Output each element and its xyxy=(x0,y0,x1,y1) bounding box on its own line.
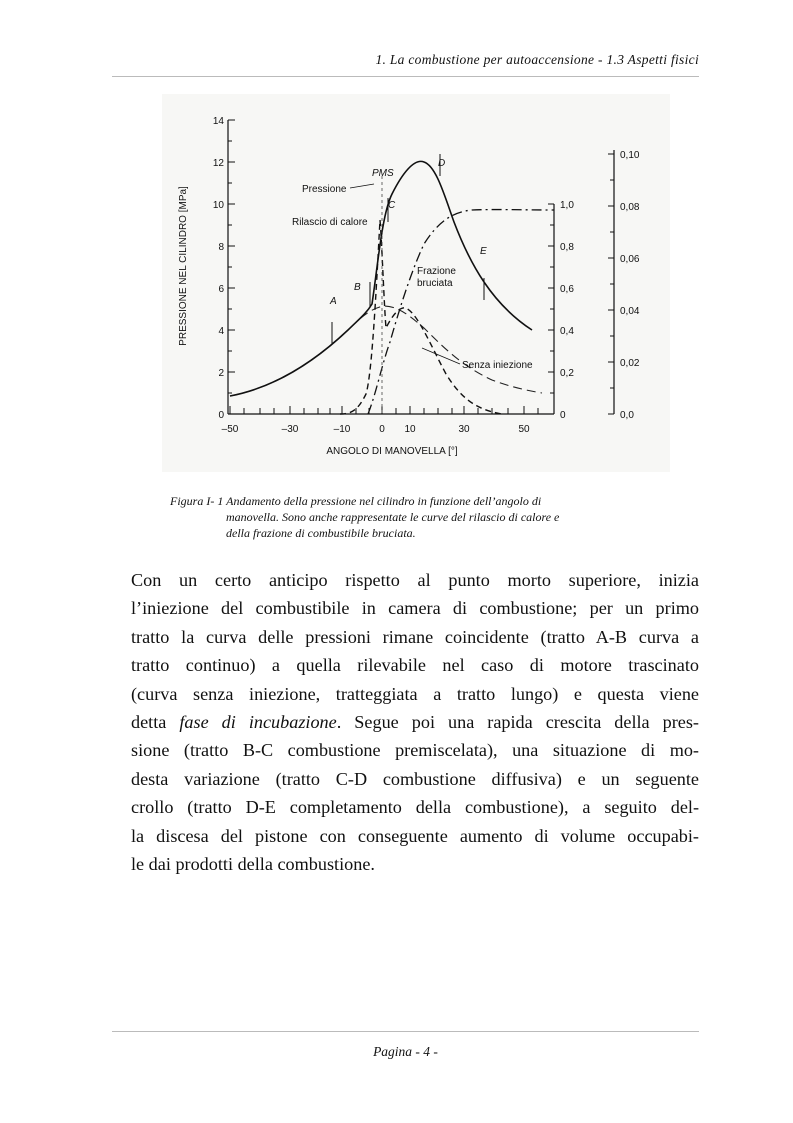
text-line: tratto continuo) a quella rilevabile nel caso di motore trascinato xyxy=(131,655,699,676)
label-senza-iniezione: Senza iniezione xyxy=(462,360,533,371)
label-pressione: Pressione xyxy=(302,184,347,195)
heat-tick: 0,08 xyxy=(620,202,640,213)
text-line xyxy=(131,708,699,736)
figure-image xyxy=(162,94,670,472)
y-tick: 6 xyxy=(218,284,224,295)
motored-pressure-curve xyxy=(230,306,542,396)
fraction-tick: 0,4 xyxy=(560,326,574,337)
fraction-tick: 0,6 xyxy=(560,284,574,295)
body-paragraph xyxy=(131,566,699,878)
fraction-tick: 0,8 xyxy=(560,242,574,253)
heat-tick: 0,02 xyxy=(620,358,640,369)
fraction-tick: 0 xyxy=(560,410,566,421)
label-rilascio: Rilascio di calore xyxy=(292,217,368,228)
text-line: le dai prodotti della combustione. xyxy=(131,854,375,875)
text-line: desta variazione (tratto C-D combustione diffusiva) e un seguente xyxy=(131,768,699,789)
label-D: D xyxy=(438,158,446,169)
pressure-chart xyxy=(162,94,670,472)
y-tick: 12 xyxy=(212,158,224,169)
text-fragment: detta xyxy=(131,712,180,733)
left-axis-title: PRESSIONE NEL CILINDRO [MPa] xyxy=(178,186,189,346)
x-tick: 10 xyxy=(404,424,416,435)
x-axis-title: ANGOLO DI MANOVELLA [°] xyxy=(326,446,458,457)
fraction-tick: 1,0 xyxy=(560,200,574,211)
text-line: sione (tratto B-C combustione premiscelata), una situazione di mo- xyxy=(131,740,699,761)
x-tick: 50 xyxy=(518,424,530,435)
text-line: Con un certo anticipo rispetto al punto morto superiore, inizia xyxy=(131,570,699,590)
caption-line: della frazione di combustibile bruciata. xyxy=(226,526,416,540)
emphasis-term: fase di incubazione xyxy=(179,712,337,733)
text-fragment: . Segue poi una rapida crescita della pres- xyxy=(336,712,699,733)
x-tick: –50 xyxy=(221,424,239,435)
running-header: 1. La combustione per autoaccensione - 1.3 Aspetti fisici xyxy=(375,52,699,67)
heat-tick: 0,06 xyxy=(620,254,640,265)
header-rule xyxy=(112,76,699,77)
heat-tick: 0,04 xyxy=(620,306,640,317)
x-tick: 30 xyxy=(458,424,470,435)
y-tick: 0 xyxy=(218,410,224,421)
text-line: crollo (tratto D-E completamento della combustione), a seguito del- xyxy=(131,797,699,818)
page-footer: Pagina - 4 - xyxy=(373,1044,438,1059)
label-E: E xyxy=(480,246,487,257)
fraction-tick: 0,2 xyxy=(560,368,574,379)
text-line: tratto la curva delle pressioni rimane coincidente (tratto A-B curva a xyxy=(131,626,699,647)
x-tick: 0 xyxy=(379,424,385,435)
y-tick: 14 xyxy=(212,116,224,127)
y-tick: 2 xyxy=(218,368,224,379)
label-B: B xyxy=(354,282,361,293)
label-pms: PMS xyxy=(372,168,394,179)
label-frazione-1: Frazione xyxy=(417,266,456,277)
text-line: (curva senza iniezione, tratteggiata a tratto lungo) e questa viene xyxy=(131,683,699,704)
x-tick: –30 xyxy=(281,424,299,435)
y-tick: 4 xyxy=(218,326,224,337)
heat-tick: 0,0 xyxy=(620,410,634,421)
label-frazione-2: bruciata xyxy=(417,278,453,289)
heat-release-curve xyxy=(340,220,502,414)
label-C: C xyxy=(388,200,396,211)
label-A: A xyxy=(330,296,337,307)
text-line: l’iniezione del combustibile in camera di combustione; per un primo xyxy=(131,598,699,619)
heat-tick: 0,10 xyxy=(620,150,640,161)
y-tick: 10 xyxy=(212,200,224,211)
text-line: la discesa del pistone con conseguente aumento di volume occupabi- xyxy=(131,825,699,846)
x-tick: –10 xyxy=(333,424,351,435)
caption-line: Figura I- 1 Andamento della pressione nel cilindro in funzione dell’angolo di xyxy=(170,494,542,508)
footer-rule xyxy=(112,1031,699,1032)
figure-caption xyxy=(170,493,650,541)
caption-line: manovella. Sono anche rappresentate le curve del rilascio di calore e xyxy=(226,510,560,524)
y-tick: 8 xyxy=(218,242,224,253)
